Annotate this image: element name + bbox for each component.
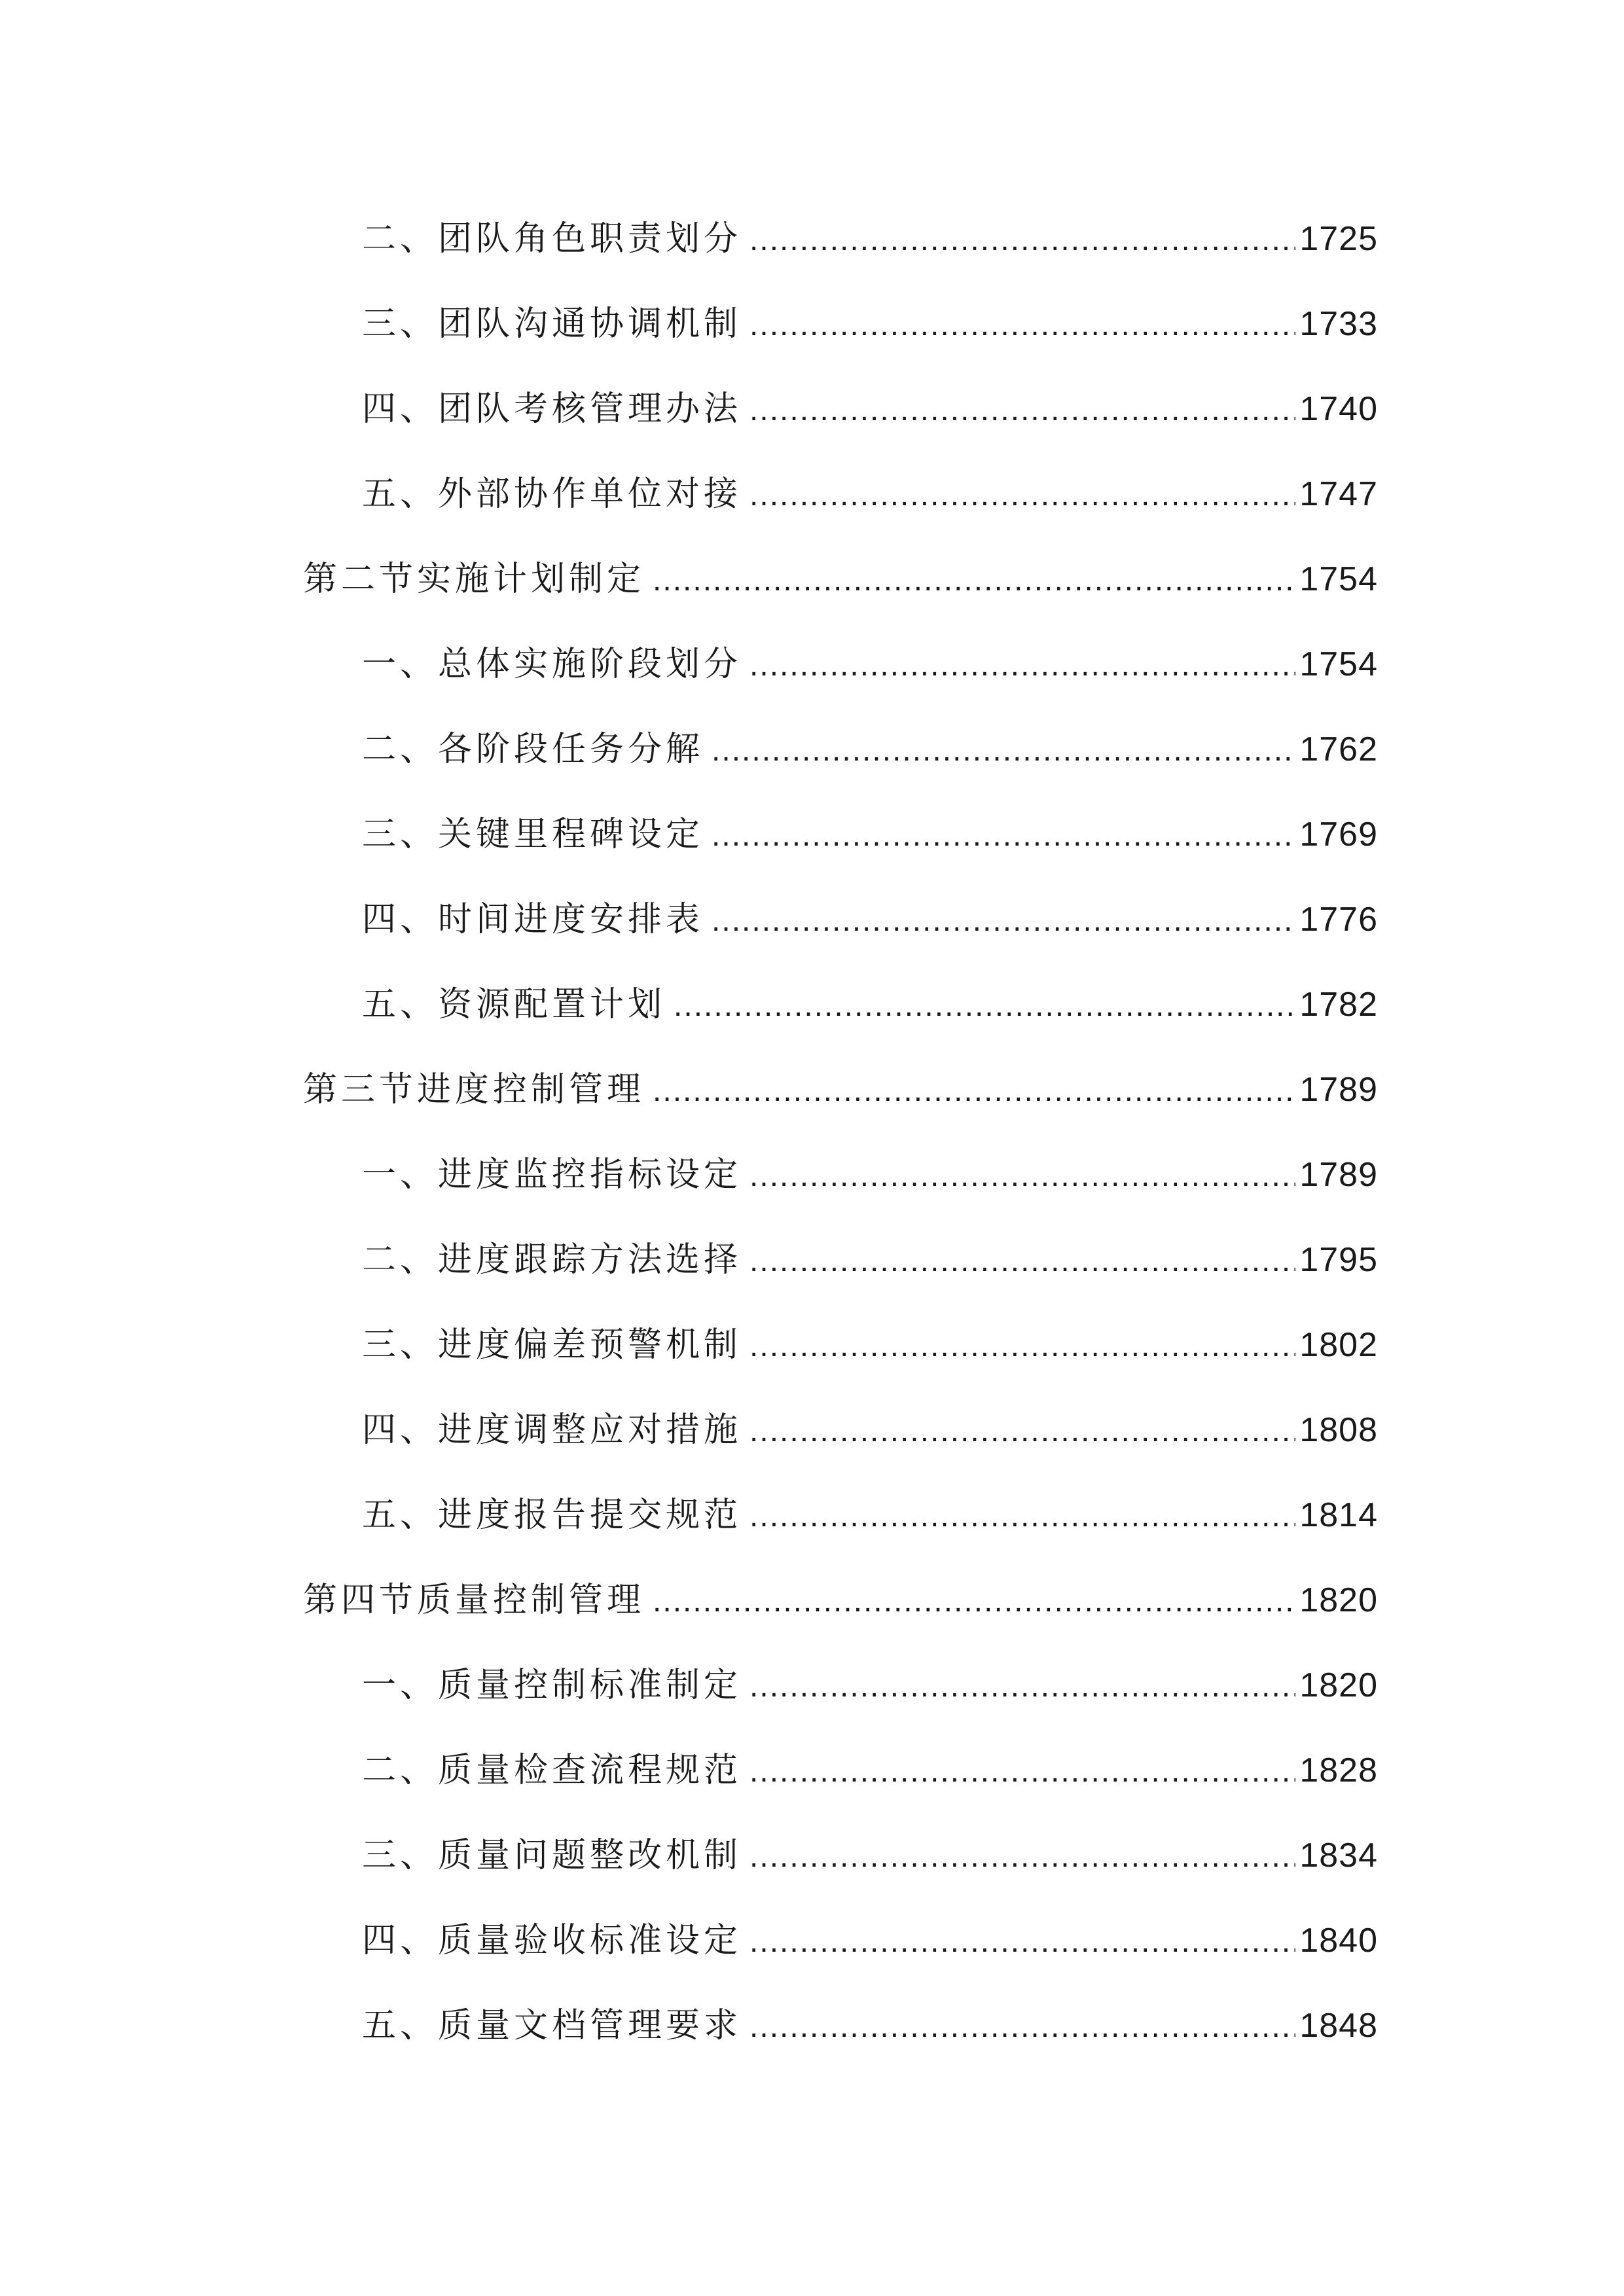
toc-entry-title: 四、质量验收标准设定	[362, 1921, 742, 1960]
toc-dot-leader	[749, 639, 1295, 692]
toc-entry[interactable]	[362, 213, 1378, 265]
toc-dot-leader	[749, 1405, 1295, 1458]
toc-entry-title: 二、进度跟踪方法选择	[362, 1240, 742, 1280]
toc-entry-title: 四、团队考核管理办法	[362, 389, 742, 429]
toc-entry[interactable]	[362, 723, 1378, 776]
toc-page-number: 1769	[1299, 816, 1378, 853]
toc-dot-leader	[749, 1235, 1295, 1287]
toc-entry[interactable]	[362, 1319, 1378, 1371]
toc-entry[interactable]	[362, 638, 1378, 691]
toc-page-number: 1740	[1299, 390, 1378, 428]
toc-page-number: 1754	[1299, 560, 1378, 598]
toc-section-entry[interactable]	[303, 1574, 1378, 1626]
toc-dot-leader	[749, 469, 1295, 522]
toc-dot-leader	[653, 1575, 1295, 1628]
toc-entry-title: 五、进度报告提交规范	[362, 1496, 742, 1535]
toc-dot-leader	[749, 1320, 1295, 1372]
toc-entry-title: 四、时间进度安排表	[362, 900, 704, 939]
toc-page-number: 1747	[1299, 475, 1378, 513]
toc-entry-title: 一、总体实施阶段划分	[362, 645, 742, 684]
toc-entry-title: 一、质量控制标准制定	[362, 1666, 742, 1705]
toc-dot-leader	[749, 1660, 1295, 1713]
toc-page-number: 1820	[1299, 1666, 1378, 1704]
toc-entry[interactable]	[362, 298, 1378, 350]
toc-dot-leader	[749, 299, 1295, 351]
toc-entry-title: 三、进度偏差预警机制	[362, 1325, 742, 1365]
toc-entry[interactable]	[362, 1489, 1378, 1541]
toc-section-title: 第二节实施计划制定	[303, 560, 645, 599]
toc-entry-title: 三、关键里程碑设定	[362, 815, 704, 854]
toc-entry-title: 五、资源配置计划	[362, 985, 666, 1024]
toc-page-number: 1802	[1299, 1326, 1378, 1364]
toc-page-number: 1848	[1299, 2007, 1378, 2045]
toc-dot-leader	[749, 384, 1295, 437]
toc-page-number: 1814	[1299, 1496, 1378, 1534]
toc-entry-title: 四、进度调整应对措施	[362, 1410, 742, 1450]
toc-entry[interactable]	[362, 1234, 1378, 1286]
toc-entry-title: 五、质量文档管理要求	[362, 2006, 742, 2045]
toc-page-number: 1840	[1299, 1922, 1378, 1960]
toc-page-number: 1725	[1299, 220, 1378, 258]
toc-entry[interactable]	[362, 978, 1378, 1031]
toc-entry[interactable]	[362, 1659, 1378, 1712]
toc-section-entry[interactable]	[303, 1064, 1378, 1116]
toc-entry[interactable]	[362, 383, 1378, 435]
toc-section-entry[interactable]	[303, 553, 1378, 605]
toc-page-number: 1828	[1299, 1751, 1378, 1789]
toc-page-number: 1782	[1299, 986, 1378, 1024]
toc-section-title: 第三节进度控制管理	[303, 1070, 645, 1109]
toc-entry-title: 三、质量问题整改机制	[362, 1836, 742, 1875]
toc-entry-title: 二、质量检查流程规范	[362, 1751, 742, 1790]
toc-entry-title: 五、外部协作单位对接	[362, 475, 742, 514]
toc-page-number: 1820	[1299, 1581, 1378, 1619]
toc-entry[interactable]	[362, 468, 1378, 520]
toc-section-title: 第四节质量控制管理	[303, 1581, 645, 1620]
toc-entry[interactable]	[362, 893, 1378, 946]
toc-dot-leader	[749, 1916, 1295, 1968]
toc-dot-leader	[749, 1746, 1295, 1798]
toc-page-number: 1808	[1299, 1411, 1378, 1449]
toc-dot-leader	[749, 214, 1295, 266]
toc-dot-leader	[653, 1065, 1295, 1117]
toc-page-number: 1789	[1299, 1071, 1378, 1109]
toc-page-number: 1795	[1299, 1241, 1378, 1279]
toc-dot-leader	[749, 1150, 1295, 1202]
toc-page-number: 1789	[1299, 1156, 1378, 1194]
toc-page-number: 1776	[1299, 901, 1378, 939]
toc-entry-title: 一、进度监控指标设定	[362, 1155, 742, 1194]
toc-dot-leader	[653, 554, 1295, 607]
toc-page-number: 1834	[1299, 1837, 1378, 1874]
toc-page-number: 1762	[1299, 730, 1378, 768]
toc-page-number: 1733	[1299, 305, 1378, 343]
toc-entry[interactable]	[362, 1744, 1378, 1797]
toc-entry[interactable]	[362, 1829, 1378, 1882]
toc-entry[interactable]	[362, 1404, 1378, 1456]
toc-dot-leader	[712, 810, 1295, 862]
toc-entry-title: 二、团队角色职责划分	[362, 219, 742, 259]
toc-entry[interactable]	[362, 1914, 1378, 1967]
toc-entry[interactable]	[362, 808, 1378, 861]
toc-entry-title: 三、团队沟通协调机制	[362, 304, 742, 344]
toc-dot-leader	[749, 2001, 1295, 2053]
toc-entry[interactable]	[362, 2000, 1378, 2052]
toc-page-number: 1754	[1299, 645, 1378, 683]
toc-dot-leader	[749, 1831, 1295, 1883]
toc-dot-leader	[712, 895, 1295, 947]
toc-dot-leader	[674, 980, 1295, 1032]
toc-dot-leader	[712, 725, 1295, 777]
toc-entry[interactable]	[362, 1149, 1378, 1201]
toc-dot-leader	[749, 1490, 1295, 1543]
toc-entry-title: 二、各阶段任务分解	[362, 730, 704, 769]
